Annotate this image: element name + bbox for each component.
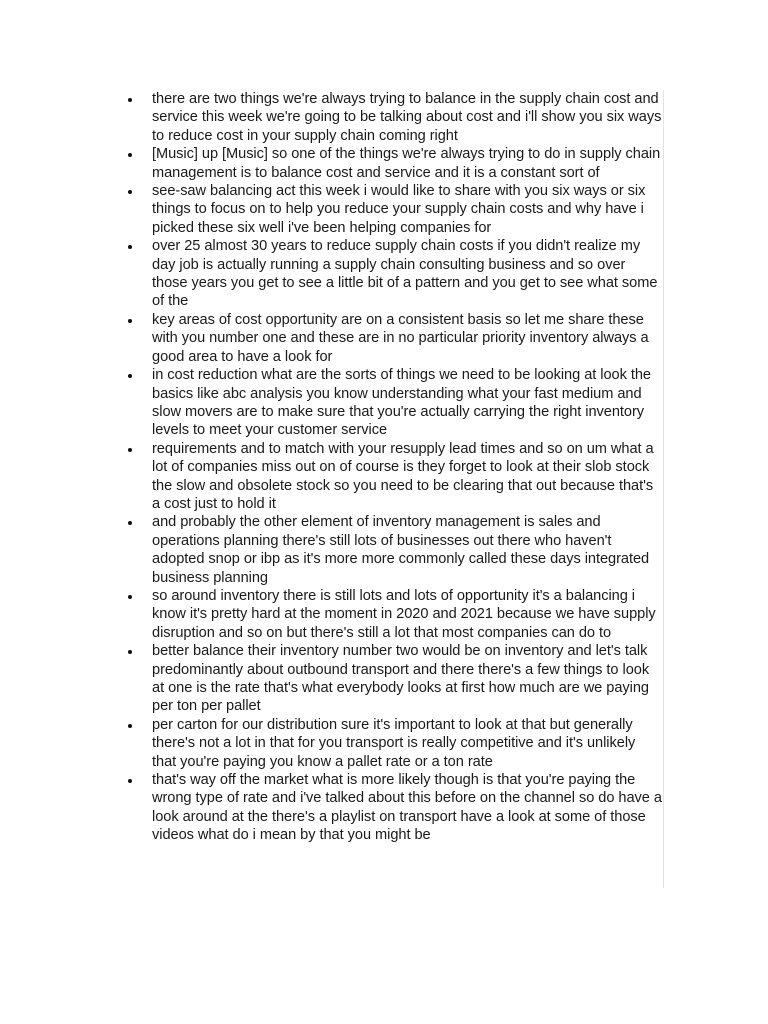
- bullet-icon: [128, 245, 132, 249]
- list-item-text: and probably the other element of inventory management is sales and operations planning there's still lots of businesses out there who haven't adopted snop or ibp as it's more more commonly called these days integrated business planning: [152, 514, 650, 586]
- list-item-text: [Music] up [Music] so one of the things we're always trying to do in supply chain management is to balance cost and service and it is a constant sort of: [152, 146, 661, 181]
- list-item: [126, 90, 663, 145]
- bullet-icon: [128, 98, 132, 102]
- list-item-text: in cost reduction what are the sorts of things we need to be looking at look the basics like abc analysis you know understanding what your fast medium and slow movers are to make sure that you're actually carrying the right inventory levels to meet your customer service: [152, 367, 651, 439]
- list-item-text: key areas of cost opportunity are on a consistent basis so let me share these with you number one and these are in no particular priority inventory always a good area to have a look for: [152, 311, 649, 365]
- transcript-list: [126, 90, 664, 888]
- bullet-icon: [128, 448, 132, 452]
- list-item-text: better balance their inventory number two would be on inventory and let's talk predominantly about outbound transport and there there's a few things to look at one is the rate that's what everybody looks at first how much are we paying per ton per pallet: [152, 643, 650, 715]
- list-item: [126, 440, 663, 514]
- list-item-text: per carton for our distribution sure it's important to look at that but generally there's not a lot in that for you transport is really competitive and it's unlikely that you're paying you know a pallet rate or a ton rate: [152, 716, 636, 770]
- list-item-text: over 25 almost 30 years to reduce supply chain costs if you didn't realize my day job is actually running a supply chain consulting business and so over those years you get to see a little bit of a pattern and you get to see what some of the: [152, 238, 658, 310]
- bullet-icon: [128, 595, 132, 599]
- list-item: [126, 237, 663, 311]
- list-item-text: requirements and to match with your resupply lead times and so on um what a lot of companies miss out on of course is they forget to look at their slob stock the slow and obsolete stock so you need to be clearing that out because that's a cost just to hold it: [152, 440, 654, 512]
- list-item: [126, 311, 663, 366]
- bullet-icon: [128, 779, 132, 783]
- bullet-icon: [128, 153, 132, 157]
- bullet-icon: [128, 319, 132, 323]
- list-item: [126, 642, 663, 716]
- list-item: [126, 145, 663, 182]
- bullet-icon: [128, 650, 132, 654]
- list-item-text: that's way off the market what is more likely though is that you're paying the wrong type of rate and i've talked about this before on the channel so do have a look around at the there's a playlist on transport have a look at some of those videos what do i mean by that you might be: [152, 772, 662, 844]
- list-item: [126, 182, 663, 237]
- list-item-text: so around inventory there is still lots and lots of opportunity it's a balancing i know it's pretty hard at the moment in 2020 and 2021 because we have supply disruption and so on but there's still a lot that most companies can do to: [152, 587, 656, 641]
- bullet-icon: [128, 724, 132, 728]
- bullet-icon: [128, 521, 132, 525]
- list-item: [126, 366, 663, 440]
- list-item: [126, 716, 663, 771]
- bullet-icon: [128, 374, 132, 378]
- list-item: [126, 587, 663, 642]
- list-item-text: there are two things we're always trying to balance in the supply chain cost and service this week we're going to be talking about cost and i'll show you six ways to reduce cost in your supply chain coming right: [152, 91, 662, 144]
- bullet-icon: [128, 190, 132, 194]
- list-item: [126, 513, 663, 587]
- list-item: [126, 771, 663, 845]
- list-item-text: see-saw balancing act this week i would like to share with you six ways or six things to focus on to help you reduce your supply chain costs and why have i picked these six well i've been helping companies for: [152, 183, 646, 236]
